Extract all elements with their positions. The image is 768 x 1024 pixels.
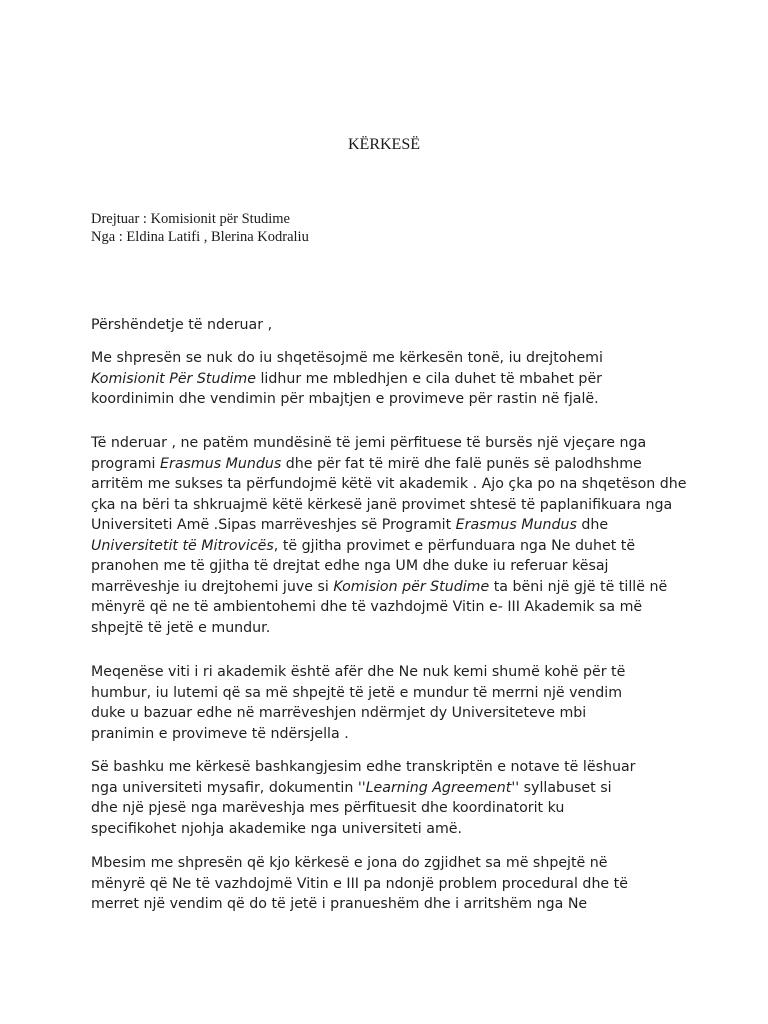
text-line	[91, 853, 691, 874]
text-run: dhe një pjesë nga marëveshja mes përfituesit dhe koordinatorit ku	[91, 800, 565, 816]
text-line	[91, 454, 691, 475]
text-line	[91, 474, 691, 495]
text-run: Të nderuar , ne patëm mundësinë të jemi përfituese të bursës një vjeçare nga	[91, 435, 647, 451]
text-run: , të gjitha provimet e përfunduara nga Ne duhet të	[273, 537, 636, 554]
italic-run: Komision për Studime	[333, 578, 490, 595]
text-line	[91, 724, 691, 745]
text-run: lidhur me mbledhjen e cila duhet të mbahet për	[255, 370, 603, 387]
text-line	[91, 577, 691, 598]
text-line	[91, 819, 691, 840]
text-line	[91, 703, 691, 724]
text-run: koordinimin dhe vendimin për mbajtjen e provimeve për rastin në fjalë.	[91, 391, 599, 407]
text-line	[91, 348, 691, 369]
paragraph-2	[91, 433, 691, 638]
text-run: Së bashku me kërkesë bashkangjesim edhe transkriptën e notave të lëshuar	[91, 759, 636, 775]
paragraph-1	[91, 348, 691, 410]
text-run: dhe	[576, 517, 609, 533]
text-line	[91, 894, 691, 915]
text-run: mënyrë që ne të ambientohemi dhe të vazhdojmë Vitin e- III Akademik sa më	[91, 599, 643, 615]
text-run: programi	[91, 455, 161, 472]
text-line	[91, 536, 691, 557]
text-line	[91, 618, 691, 639]
text-line	[91, 662, 691, 683]
text-line	[91, 495, 691, 516]
italic-run: Komisionit Për Studime	[91, 370, 256, 387]
text-run: mënyrë që Ne të vazhdojmë Vitin e III pa ndonjë problem procedural dhe të	[91, 875, 628, 892]
text-line	[91, 433, 691, 454]
sender-line: Nga : Eldina Latifi , Blerina Kodraliu	[91, 229, 309, 245]
text-line	[91, 874, 691, 895]
text-run: duke u bazuar edhe në marrëveshjen ndërmjet dy Universiteteve mbi	[91, 705, 587, 721]
text-run: Universiteti Amë .Sipas marrëveshjes së Programit	[91, 517, 456, 533]
text-run: pranimin e provimeve të ndërsjella .	[91, 725, 349, 742]
text-run: Me shpresën se nuk do iu shqetësojmë me kërkesën tonë, iu drejtohemi	[91, 350, 603, 366]
paragraph-5	[91, 853, 691, 915]
text-line	[91, 798, 691, 819]
text-run: pranohen me të gjitha të drejtat edhe nga UM dhe duke iu referuar kësaj	[91, 558, 609, 574]
text-line	[91, 389, 691, 410]
text-run: dhe për fat të mirë dhe falë punës së palodhshme	[281, 455, 642, 472]
text-run: specifikohet njohja akademike nga universiteti amë.	[91, 820, 463, 837]
text-run: arritëm me sukses ta përfundojmë këtë vit akademik . Ajo çka po na shqetëson dhe	[91, 476, 687, 492]
text-line	[91, 778, 691, 799]
letter-header	[91, 210, 309, 246]
text-run: Meqenëse viti i ri akademik është afër dhe Ne nuk kemi shumë kohë për të	[91, 664, 626, 680]
italic-run: ''Learning Agreement''	[357, 779, 520, 796]
text-run: humbur, iu lutemi që sa më shpejtë të jetë e mundur të merrni një vendim	[91, 684, 623, 701]
text-line	[91, 757, 691, 778]
italic-run: Erasmus Mundus	[455, 517, 577, 533]
text-run: Mbesim me shpresën që kjo kërkesë e jona do zgjidhet sa më shpejtë në	[91, 855, 608, 871]
text-line	[91, 683, 691, 704]
italic-run: Erasmus Mundus	[160, 455, 282, 472]
text-line	[91, 556, 691, 577]
text-line	[91, 597, 691, 618]
text-line	[91, 369, 691, 390]
document-title: KËRKESË	[348, 136, 420, 153]
text-run: çka na bëri ta shkruajmë këtë kërkesë janë provimet shtesë të paplanifikuara nga	[91, 496, 673, 513]
text-run: ta bëni një gjë të tillë në	[489, 578, 668, 595]
text-run: merret një vendim që do të jetë i pranueshëm dhe i arritshëm nga Ne	[91, 896, 588, 912]
greeting	[91, 315, 691, 336]
text-run: marrëveshje iu drejtohemi juve si	[91, 578, 334, 595]
text-line	[91, 515, 691, 536]
paragraph-3	[91, 662, 691, 744]
text-run: syllabuset si	[519, 779, 612, 796]
text-run: shpejtë të jetë e mundur.	[91, 619, 271, 636]
text-run: nga universiteti mysafir, dokumentin	[91, 779, 358, 796]
addressee-line: Drejtuar : Komisionit për Studime	[91, 211, 290, 227]
italic-run: Universitetit të Mitrovicës	[91, 537, 274, 554]
paragraph-4	[91, 757, 691, 839]
greeting-text: Përshëndetje të nderuar ,	[91, 317, 273, 333]
